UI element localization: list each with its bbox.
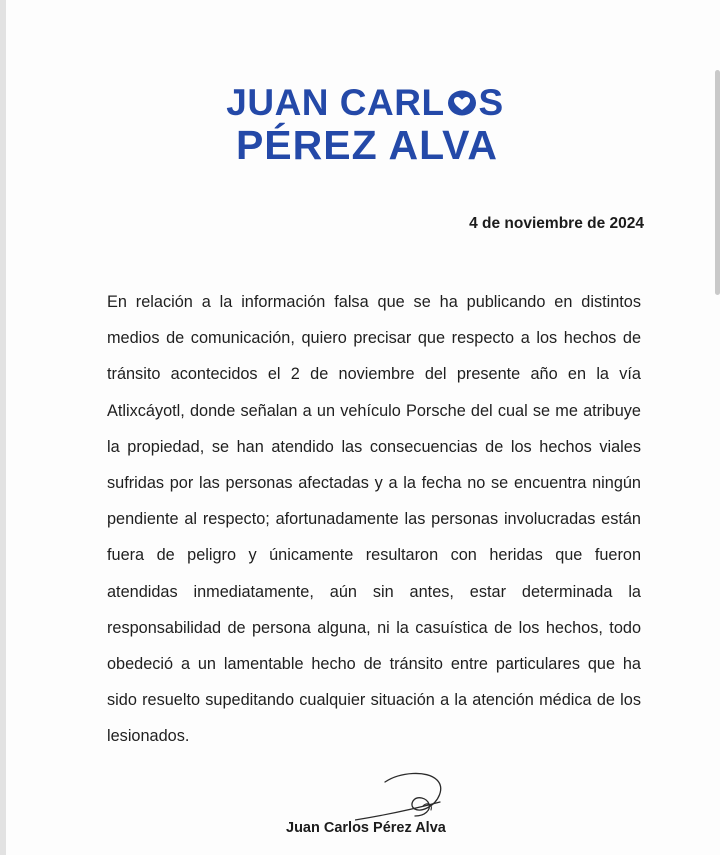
signer-name: Juan Carlos Pérez Alva [286, 820, 446, 836]
logo-text-part2: S [478, 82, 504, 123]
letter-date: 4 de noviembre de 2024 [469, 215, 644, 232]
letterhead-logo [0, 84, 720, 166]
letter-body: En relación a la información falsa que se ha publicando en distintos medios de comunicación, quiero precisar que respecto a los hechos de tránsito acontecidos el 2 de noviembre del presente año en la vía Atlixcáyotl, donde señalan a un vehículo Porsche del cual se me atribuye la propiedad, se han atendido las consecuencias de los hechos viales sufridas por las personas afectadas y a la fecha no se encuentra ningún pendiente al respecto; afortunadamente las personas involucradas están fuera de peligro y únicamente resultaron con heridas que fueron atendidas inmediatamente, aún sin antes, estar determinada la responsabilidad de persona alguna, ni la casuística de los hechos, todo obedeció a un lamentable hecho de tránsito entre particulares que ha sido resuelto supeditando cualquier situación a la atención médica de los lesionados. [107, 293, 641, 746]
logo-name-line1 [226, 84, 503, 121]
logo-text-part1: JUAN CARL [226, 82, 445, 123]
handwritten-signature [355, 768, 465, 828]
logo-name-line2: PÉREZ ALVA [235, 122, 499, 168]
heart-o-icon [446, 89, 478, 117]
